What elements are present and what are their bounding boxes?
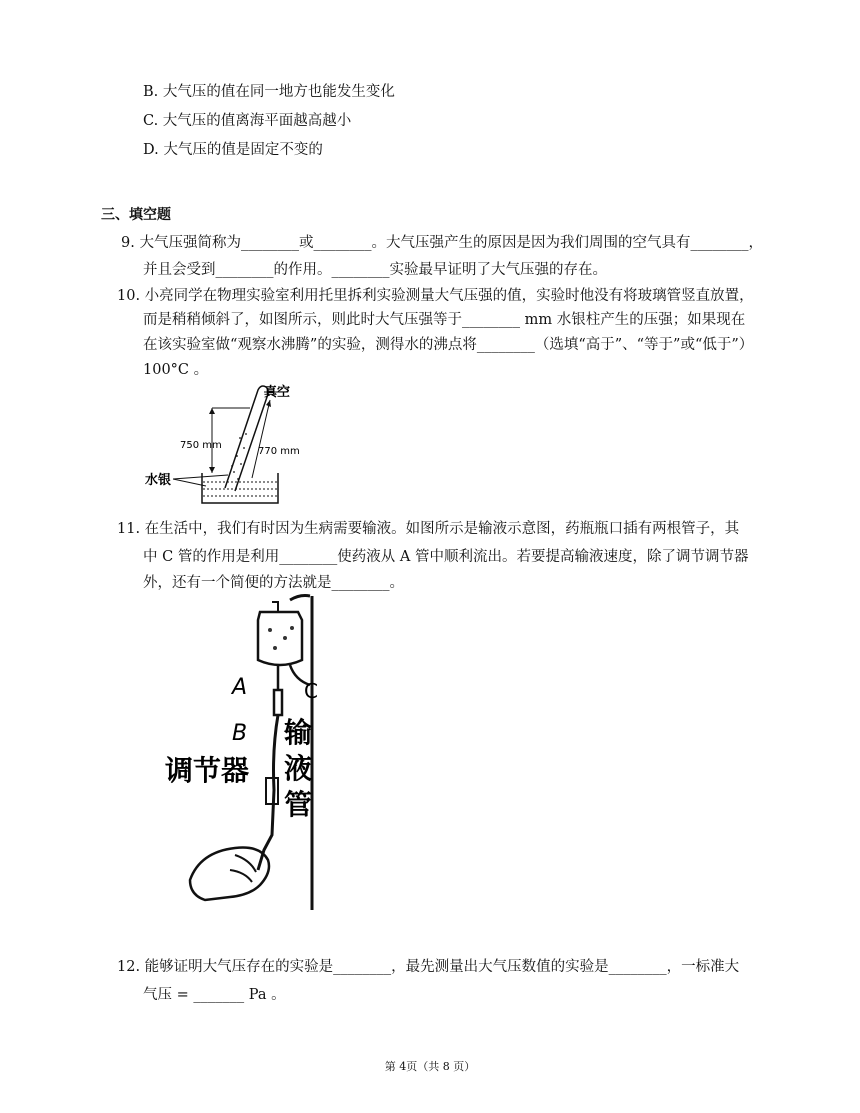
torricelli-figure bbox=[140, 378, 310, 508]
label-vacuum: 真空 bbox=[264, 385, 291, 400]
q12-line1: 12. 能够证明大气压存在的实验是________，最先测量出大气压数值的实验是________，一标准大 bbox=[117, 959, 740, 975]
q10-line2: 而是稍稍倾斜了，如图所示，则此时大气压强等于________ mm 水银柱产生的压强；如果现在 bbox=[143, 312, 746, 328]
option-d: D. 大气压的值是固定不变的 bbox=[143, 142, 323, 158]
option-b: B. 大气压的值在同一地方也能发生变化 bbox=[143, 84, 395, 100]
label-c: C bbox=[304, 679, 318, 703]
label-750mm: 750 mm bbox=[180, 440, 222, 451]
iv-figure bbox=[160, 590, 330, 915]
q11-line3: 外，还有一个简便的方法就是________。 bbox=[143, 575, 404, 591]
q11-line2: 中 C 管的作用是利用________使药液从 A 管中顺利流出。若要提高输液速度，除了调节调节器 bbox=[143, 549, 749, 565]
label-tube-1: 输 bbox=[284, 716, 313, 749]
q9-line1: 9. 大气压强简称为________或________。大气压强产生的原因是因为我们周围的空气具有________， bbox=[121, 235, 763, 251]
label-mercury: 水银 bbox=[145, 473, 172, 488]
q10-line3: 在该实验室做“观察水沸腾”的实验，测得水的沸点将________（选填“高于”、“等于”或“低于”） bbox=[143, 337, 754, 353]
label-b: B bbox=[232, 721, 248, 746]
label-regulator: 调节器 bbox=[165, 754, 250, 787]
label-a: A bbox=[232, 675, 248, 700]
q10-line1: 10. 小亮同学在物理实验室利用托里拆利实验测量大气压强的值，实验时他没有将玻璃管竖直放置， bbox=[117, 288, 754, 304]
q10-line4: 100°C 。 bbox=[143, 362, 209, 378]
option-c: C. 大气压的值离海平面越高越小 bbox=[143, 113, 352, 129]
q11-line1: 11. 在生活中，我们有时因为生病需要输液。如图所示是输液示意图，药瓶瓶口插有两根管子，其 bbox=[117, 521, 740, 537]
label-770mm: 770 mm bbox=[258, 446, 300, 457]
label-tube-2: 液 bbox=[284, 752, 313, 785]
page-footer: 第 4页（共 8 页） bbox=[384, 1060, 476, 1073]
q9-line2: 并且会受到________的作用。________实验最早证明了大气压强的存在。 bbox=[143, 262, 607, 278]
label-tube-3: 管 bbox=[284, 788, 313, 821]
section-title: 三、填空题 bbox=[101, 207, 171, 223]
q12-line2: 气压 = _______ Pa 。 bbox=[143, 987, 286, 1003]
